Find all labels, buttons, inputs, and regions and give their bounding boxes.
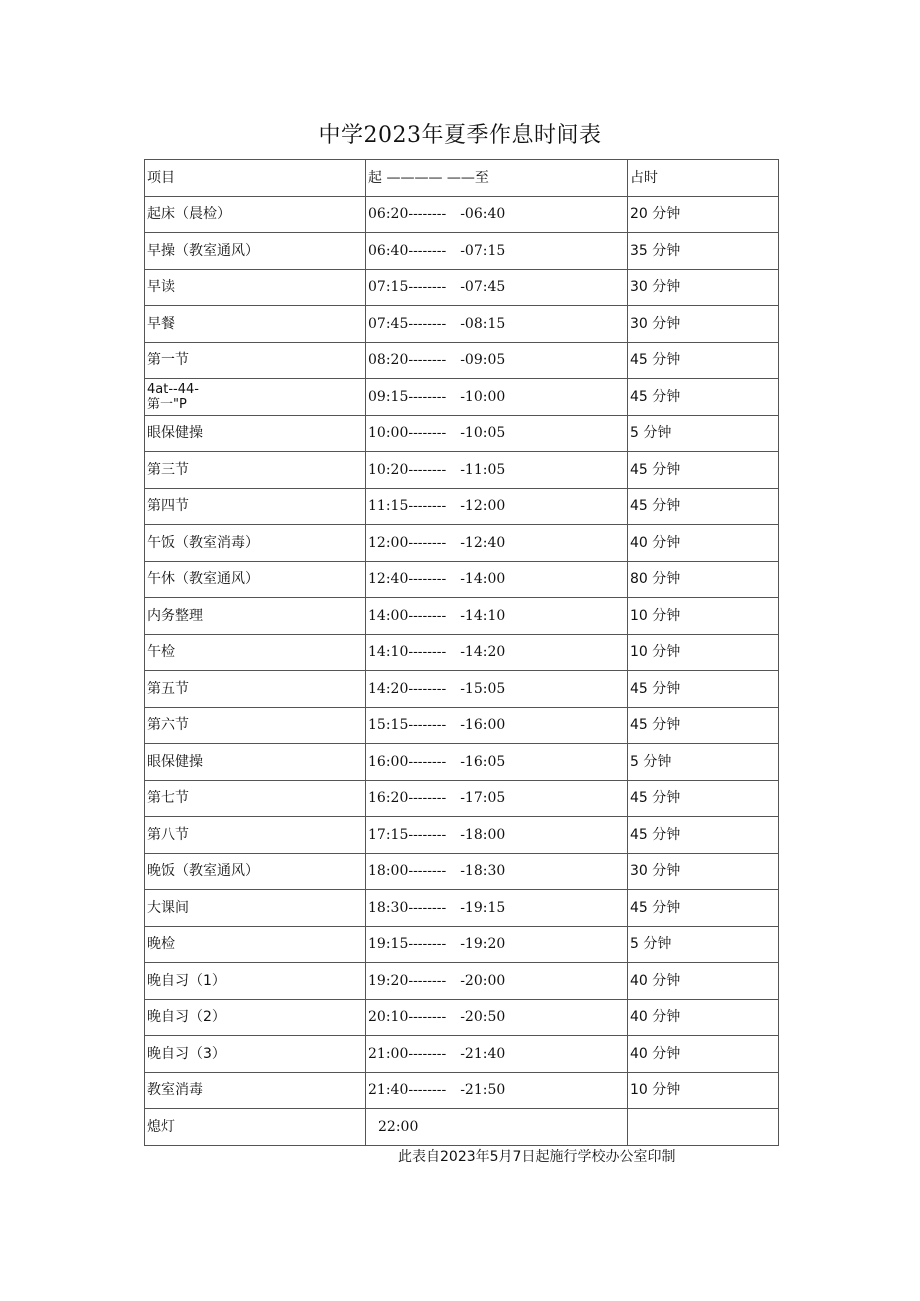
- row-duration: 45 分钟: [628, 488, 779, 525]
- row-start: 19:20--------: [368, 972, 447, 989]
- row-time: [366, 1036, 628, 1073]
- row-duration: 10 分钟: [628, 634, 779, 671]
- row-start: 07:45--------: [368, 315, 447, 332]
- row-duration: 45 分钟: [628, 671, 779, 708]
- row-duration: 40 分钟: [628, 1036, 779, 1073]
- table-row: [145, 525, 779, 562]
- table-header-row: [145, 160, 779, 197]
- schedule-table: [144, 159, 779, 1146]
- row-time: [366, 890, 628, 927]
- row-item: [145, 379, 366, 416]
- table-row: [145, 1036, 779, 1073]
- row-end: -17:05: [460, 790, 506, 807]
- row-start: 18:00--------: [368, 863, 447, 880]
- row-item: 早读: [145, 269, 366, 306]
- row-time: [366, 196, 628, 233]
- table-row: [145, 817, 779, 854]
- row-time: [366, 1072, 628, 1109]
- page-title: 中学2023年夏季作息时间表: [318, 123, 602, 148]
- row-duration: 5 分钟: [628, 744, 779, 781]
- row-duration: 30 分钟: [628, 853, 779, 890]
- table-row: [145, 890, 779, 927]
- row-start: 11:15--------: [368, 498, 447, 515]
- row-item: 第八节: [145, 817, 366, 854]
- row-start: 16:20--------: [368, 790, 447, 807]
- row-time: [366, 525, 628, 562]
- row-time: [366, 634, 628, 671]
- header-item: 项目: [145, 160, 366, 197]
- row-duration: 5 分钟: [628, 926, 779, 963]
- row-item: 晚自习（1）: [145, 963, 366, 1000]
- table-row: [145, 744, 779, 781]
- row-item: 晚检: [145, 926, 366, 963]
- row-duration: 30 分钟: [628, 306, 779, 343]
- row-duration: 5 分钟: [628, 415, 779, 452]
- row-time: 22:00: [366, 1109, 628, 1146]
- table-row: [145, 707, 779, 744]
- row-duration: 45 分钟: [628, 452, 779, 489]
- row-start: 15:15--------: [368, 717, 447, 734]
- row-item: 第七节: [145, 780, 366, 817]
- row-time: [366, 233, 628, 270]
- row-time: [366, 817, 628, 854]
- row-time: [366, 561, 628, 598]
- row-item: 早餐: [145, 306, 366, 343]
- row-duration: 20 分钟: [628, 196, 779, 233]
- row-time: [366, 926, 628, 963]
- table-row: [145, 342, 779, 379]
- schedule-body: [145, 160, 779, 1146]
- row-end: -18:30: [460, 863, 506, 880]
- row-item-line2: 第一"P: [147, 396, 187, 412]
- row-end: -19:15: [460, 899, 506, 916]
- row-duration: 45 分钟: [628, 379, 779, 416]
- row-duration: 45 分钟: [628, 780, 779, 817]
- table-row-lights-out: [145, 1109, 779, 1146]
- row-end: -09:05: [460, 352, 506, 369]
- row-item: 教室消毒: [145, 1072, 366, 1109]
- row-item: 午检: [145, 634, 366, 671]
- row-item: 内务整理: [145, 598, 366, 635]
- row-end: -20:00: [460, 972, 506, 989]
- table-row: [145, 488, 779, 525]
- table-row: [145, 598, 779, 635]
- row-duration: 40 分钟: [628, 525, 779, 562]
- row-duration: 45 分钟: [628, 707, 779, 744]
- row-end: -11:05: [460, 461, 506, 478]
- row-end: -08:15: [460, 315, 506, 332]
- row-end: -14:00: [460, 571, 506, 588]
- row-start: 12:00--------: [368, 534, 447, 551]
- row-duration: [628, 1109, 779, 1146]
- table-row: [145, 233, 779, 270]
- row-duration: 40 分钟: [628, 963, 779, 1000]
- table-row: [145, 561, 779, 598]
- row-duration: 45 分钟: [628, 817, 779, 854]
- row-item: 午饭（教室消毒）: [145, 525, 366, 562]
- row-end: -10:05: [460, 425, 506, 442]
- row-time: [366, 379, 628, 416]
- row-item: 晚饭（教室通风）: [145, 853, 366, 890]
- row-start: 14:20--------: [368, 680, 447, 697]
- row-start: 16:00--------: [368, 753, 447, 770]
- table-row: [145, 634, 779, 671]
- row-time: [366, 452, 628, 489]
- row-end: -16:05: [460, 753, 506, 770]
- row-end: -10:00: [460, 388, 506, 405]
- row-item: 第四节: [145, 488, 366, 525]
- row-end: -12:00: [460, 498, 506, 515]
- row-start: 19:15--------: [368, 936, 447, 953]
- row-time: [366, 342, 628, 379]
- row-duration: 80 分钟: [628, 561, 779, 598]
- row-time: [366, 269, 628, 306]
- row-end: -21:40: [460, 1045, 506, 1062]
- row-end: -06:40: [460, 206, 506, 223]
- row-start: 12:40--------: [368, 571, 447, 588]
- row-start: 14:00--------: [368, 607, 447, 624]
- row-item: 第一节: [145, 342, 366, 379]
- row-duration: 45 分钟: [628, 342, 779, 379]
- row-duration: 45 分钟: [628, 890, 779, 927]
- row-start: 08:20--------: [368, 352, 447, 369]
- row-start: 10:00--------: [368, 425, 447, 442]
- row-time: [366, 963, 628, 1000]
- row-end: -12:40: [460, 534, 506, 551]
- row-start: 17:15--------: [368, 826, 447, 843]
- row-start: 14:10--------: [368, 644, 447, 661]
- table-row: [145, 379, 779, 416]
- row-start: 18:30--------: [368, 899, 447, 916]
- row-start: 10:20--------: [368, 461, 447, 478]
- table-row: [145, 452, 779, 489]
- header-duration: 占时: [628, 160, 779, 197]
- table-row: [145, 780, 779, 817]
- row-start: 06:40--------: [368, 242, 447, 259]
- row-item-line1: 4at--44-: [147, 381, 199, 397]
- row-time: [366, 853, 628, 890]
- row-item: 大课间: [145, 890, 366, 927]
- row-time: [366, 707, 628, 744]
- row-start: 21:00--------: [368, 1045, 447, 1062]
- table-row: [145, 963, 779, 1000]
- row-start: 21:40--------: [368, 1082, 447, 1099]
- table-row: [145, 269, 779, 306]
- row-item: 眼保健操: [145, 744, 366, 781]
- row-item: 起床（晨检）: [145, 196, 366, 233]
- row-start: 20:10--------: [368, 1009, 447, 1026]
- row-time: [366, 671, 628, 708]
- row-item: 午休（教室通风）: [145, 561, 366, 598]
- footer-note: 此表自2023年5月7日起施行学校办公室印制: [398, 1149, 676, 1165]
- row-item: 晚自习（2）: [145, 999, 366, 1036]
- row-item: 晚自习（3）: [145, 1036, 366, 1073]
- row-duration: 40 分钟: [628, 999, 779, 1036]
- row-end: -21:50: [460, 1082, 506, 1099]
- row-end: -19:20: [460, 936, 506, 953]
- row-end: -07:45: [460, 279, 506, 296]
- row-start: 07:15--------: [368, 279, 447, 296]
- row-item: 第三节: [145, 452, 366, 489]
- table-row: [145, 415, 779, 452]
- row-duration: 30 分钟: [628, 269, 779, 306]
- table-row: [145, 671, 779, 708]
- row-item: 熄灯: [145, 1109, 366, 1146]
- row-end: -20:50: [460, 1009, 506, 1026]
- table-row: [145, 306, 779, 343]
- row-item: 眼保健操: [145, 415, 366, 452]
- row-time: [366, 488, 628, 525]
- row-time: [366, 598, 628, 635]
- table-row: [145, 999, 779, 1036]
- row-end: -07:15: [460, 242, 506, 259]
- row-end: -18:00: [460, 826, 506, 843]
- row-start: 09:15--------: [368, 388, 447, 405]
- row-duration: 10 分钟: [628, 598, 779, 635]
- row-duration: 35 分钟: [628, 233, 779, 270]
- row-time: [366, 415, 628, 452]
- row-time: [366, 744, 628, 781]
- row-item: 早操（教室通风）: [145, 233, 366, 270]
- row-item: 第六节: [145, 707, 366, 744]
- row-time: [366, 306, 628, 343]
- table-row: [145, 196, 779, 233]
- table-row: [145, 853, 779, 890]
- row-item: 第五节: [145, 671, 366, 708]
- row-time: [366, 780, 628, 817]
- row-duration: 10 分钟: [628, 1072, 779, 1109]
- row-end: -14:10: [460, 607, 506, 624]
- row-end: -16:00: [460, 717, 506, 734]
- row-time: [366, 999, 628, 1036]
- header-time: 起 ———— ——至: [366, 160, 628, 197]
- row-end: -15:05: [460, 680, 506, 697]
- table-row: [145, 926, 779, 963]
- table-row: [145, 1072, 779, 1109]
- row-start: 06:20--------: [368, 206, 447, 223]
- row-end: -14:20: [460, 644, 506, 661]
